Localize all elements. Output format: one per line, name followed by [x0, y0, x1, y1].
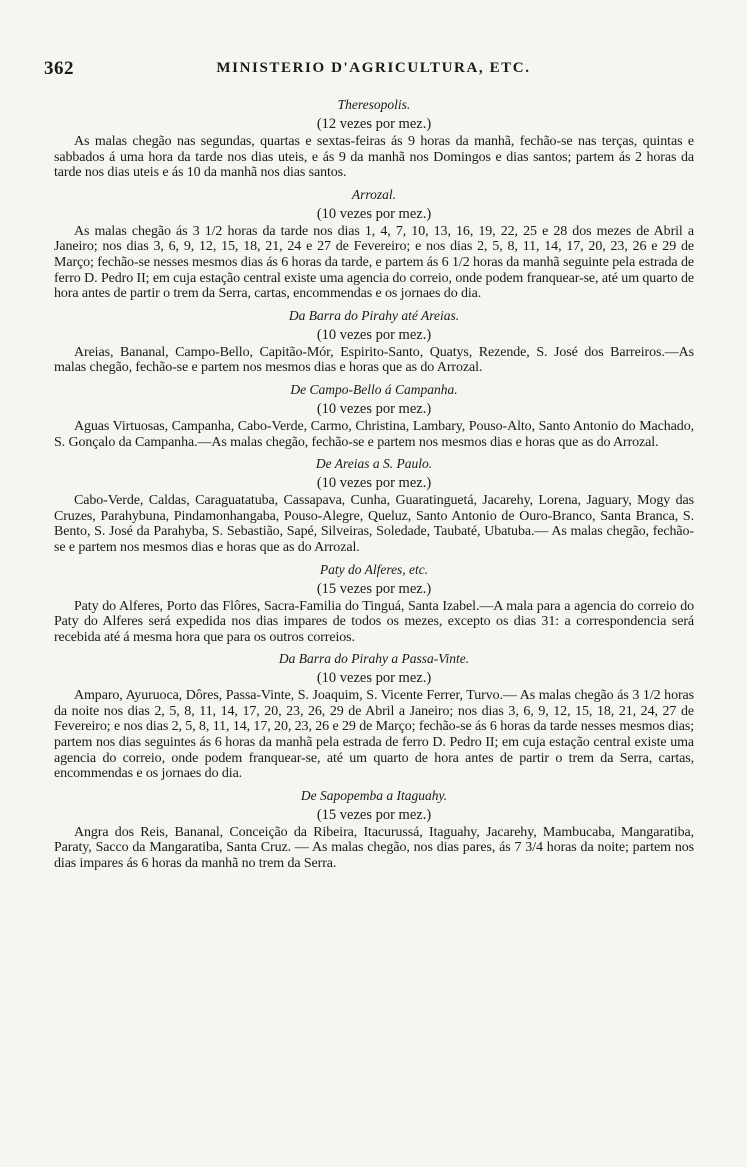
- section-text: As malas chegão ás 3 1/2 horas da tarde nos dias 1, 4, 7, 10, 13, 16, 19, 22, 25 e 28 dos mezes de Abril a Janeiro; nos dias 3, 6, 9, 12, 15, 18, 21, 24 e 27 de Fevereiro; e nos dias 2, 5, 8, 11, 14, 17, 20, 23, 26 e 29 de Março; fechão-se nesses mesmos dias ás 6 horas da tarde, e partem ás 6 1/2 horas da manhã seguinte pela estrada de ferro D. Pedro II; em cuja estação central existe uma agencia do correio, onde podem franquear-se, até um quarto de hora antes de partir o trem da Serra, cartas, encommendas e os jornaes do dia.: [54, 223, 694, 302]
- page-content: [54, 95, 694, 877]
- section-frequency: (12 vezes por mez.): [316, 116, 432, 132]
- section-title: De Areias a S. Paulo.: [315, 456, 433, 472]
- section-title: De Sapopemba a Itaguahy.: [300, 787, 448, 803]
- section-arrozal: [54, 186, 694, 302]
- section-barra-pirahy-areias: [54, 307, 694, 376]
- section-frequency: (15 vezes por mez.): [316, 580, 432, 597]
- section-text: Angra dos Reis, Bananal, Conceição da Ribeira, Itacurussá, Itaguahy, Jacarehy, Mambucaba, Mangaratiba, Paraty, Sacco da Mangaratiba, Santa Cruz. — As malas chegão, nos dias pares, ás 7 3/4 horas da noite; partem nos dias impares ás 6 horas da manhã no trem da Serra.: [54, 824, 694, 872]
- page-header: [0, 58, 747, 84]
- section-frequency: (10 vezes por mez.): [316, 205, 432, 222]
- section-text: Cabo-Verde, Caldas, Caraguatatuba, Cassapava, Cunha, Guaratinguetá, Jacarehy, Lorena, Jaguary, Mogy das Cruzes, Parahybuna, Pindamonhangaba, Pouso-Alegre, Queluz, Santo Antonio de Ouro-Branco, Santa Branca, S. Bento, S. José da Parahyba, S. Sebastião, Sapé, Silveiras, Soledade, Taubaté, Ubatuba.— As malas chegão, fechão-se e partem nos mesmos dias e horas que as do Arrozal.: [54, 493, 694, 555]
- section-barra-pirahy-passa-vinte: [54, 650, 694, 782]
- section-frequency: (10 vezes por mez.): [316, 475, 432, 492]
- section-title: Theresopolis.: [337, 97, 411, 112]
- section-title: Paty do Alferes, etc.: [319, 561, 429, 577]
- section-text: Aguas Virtuosas, Campanha, Cabo-Verde, Carmo, Christina, Lambary, Pouso-Alto, Santo Antonio do Machado, S. Gonçalo da Campanha.—As malas chegão, fechão-se e partem nos mesmos dias e horas que as do Arrozal.: [54, 418, 694, 450]
- section-title: Arrozal.: [351, 186, 397, 202]
- section-campo-bello-campanha: [54, 381, 694, 450]
- running-title: MINISTERIO D'AGRICULTURA, ETC.: [216, 60, 531, 76]
- section-text: As malas chegão nas segundas, quartas e sextas-feiras ás 9 horas da manhã, fechão-se nas terças, quintas e sabbados á uma hora da tarde nos dias uteis, e ás 9 da manhã nos Domingos e dias santos; partem ás 2 horas da tarde nos dias uteis e ás 10 da manhã nos dias santos.: [54, 134, 694, 181]
- section-text: Paty do Alferes, Porto das Flôres, Sacra-Familia do Tinguá, Santa Izabel.—A mala para a agencia do correio do Paty do Alferes será expedida nos dias impares de todos os mezes, excepto os dias 31: a correspondencia será recebida até á mesma hora que para os outros correios.: [54, 598, 694, 645]
- section-frequency: (15 vezes por mez.): [316, 806, 432, 823]
- section-title: Da Barra do Pirahy até Areias.: [288, 307, 460, 323]
- section-text: Amparo, Ayuruoca, Dôres, Passa-Vinte, S. Joaquim, S. Vicente Ferrer, Turvo.— As malas chegão ás 3 1/2 horas da noite nos dias 2, 5, 8, 11, 14, 17, 20, 23, 26, 29 de Abril a Janeiro; nos dias 3, 6, 9, 12, 15, 18, 21, 24, 27 de Fevereiro; e nos dias 2, 5, 8, 11, 14, 17, 20, 23, 26 e 29 de Março; fechão-se ás 6 horas da tarde nesses mesmos dias; partem nos dias seguintes ás 6 horas da manhã pela estrada de ferro D. Pedro II; em cuja estação central existe uma agencia do correio, onde podem franquear-se, até um quarto de hora antes de partir o trem da Serra, cartas, encommendas e os jornaes do dia.: [54, 688, 694, 782]
- section-sapopemba-itaguahy: [54, 787, 694, 872]
- page-number: 362: [44, 58, 74, 79]
- section-theresopolis: [54, 96, 694, 181]
- section-frequency: (10 vezes por mez.): [316, 400, 432, 417]
- section-text: Areias, Bananal, Campo-Bello, Capitão-Mór, Espirito-Santo, Quatys, Rezende, S. José dos Barreiros.—As malas chegão, fechão-se e partem nos mesmos dias e horas que as do Arrozal.: [54, 344, 694, 376]
- section-frequency: (10 vezes por mez.): [316, 326, 432, 343]
- section-areias-s-paulo: [54, 455, 694, 555]
- section-paty-do-alferes: [54, 561, 694, 646]
- section-frequency: (10 vezes por mez.): [316, 670, 432, 687]
- section-title: De Campo-Bello á Campanha.: [290, 381, 458, 397]
- section-title: Da Barra do Pirahy a Passa-Vinte.: [278, 651, 470, 667]
